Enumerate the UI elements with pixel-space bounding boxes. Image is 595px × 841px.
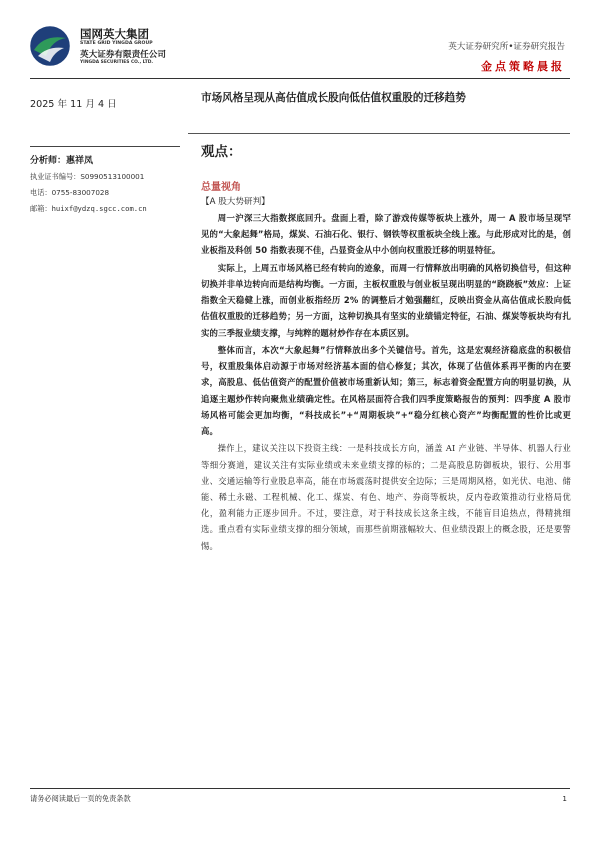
footer-divider — [30, 788, 570, 789]
logo-group-name-en: STATE GRID YINGDA GROUP — [80, 41, 153, 46]
paragraph-3: 整体而言，本次“大象起舞”行情释放出多个关键信号。首先，这是宏观经济稳底盘的积极信号，权重股集体启动源于市场对经济基本面的信心修复；其次，体现了估值体系再平衡的内在要求，高股息、低估值资产的配置价值被市场重新认知；第三，标志着资金配置方向的明显切换，从追逐主题炒作转向聚焦业绩确定性。在风格层面符合我们四季度策略报告的预判：四季度 A 股市场风格可能会更加均衡，“科技成长”+“周期板块”+“稳分红核心资产”均衡配置的性价比或更高。 — [201, 345, 571, 437]
analyst-info — [30, 146, 180, 214]
report-title: 市场风格呈现从高估值成长股向低估值权重股的迁移趋势 — [201, 92, 466, 104]
analyst-name: 分析师：惠祥凤 — [30, 156, 94, 166]
paragraph-2: 实际上，上周五市场风格已经有转向的迹象，而周一行情释放出明确的风格切换信号，但这种切换并非单边转向而是结构均衡。一方面，主板权重股与创业板呈现出明显的“跷跷板”效应：上证指数全天稳健上涨，而创业板指经历 2% 的调整后才勉强翻红，反映出资金从高估值成长股向低估值权重股的迁移趋势；另一方面，这种切换具有坚实的业绩锚定特征，石油、煤炭等板块均有扎实的三季报业绩支撑，与纯粹的题材炒作存在本质区别。 — [201, 262, 571, 338]
header-divider — [30, 78, 570, 79]
view-heading: 观点： — [201, 144, 242, 160]
company-logo — [30, 24, 190, 70]
footer-disclaimer: 请务必阅读最后一页的免责条款 — [30, 794, 131, 803]
page-number: 1 — [562, 794, 567, 803]
section-heading: 总量视角 — [201, 182, 241, 193]
paragraph-1: 周一沪深三大指数探底回升。盘面上看，除了游戏传媒等板块上涨外，周一 A 股市场呈现罕见的“大象起舞”格局，煤炭、石油石化、银行、钢铁等权重板块全线上涨。与此形成对比的是，创业板指及科创 50 指数表现不佳，凸显资金从中小创向权重股迁移的明显特征。 — [201, 213, 571, 256]
sub-heading: 【A 股大势研判】 — [201, 197, 270, 207]
title-divider — [188, 133, 570, 134]
paragraph-4: 操作上，建议关注以下投资主线：一是科技成长方向，涵盖 AI 产业链、半导体、机器人行业等细分赛道，建议关注有实际业绩或未来业绩支撑的标的；二是高股息防御板块，银行、公用事业、交通运输等行业股息率高，能在市场震荡时提供安全边际；三是周期风格，如光伏、电池、储能、稀土永磁、工程机械、化工、煤炭、有色、地产、券商等板块，反内卷政策推动行业格局优化，盈利能力正逐步回升。不过，要注意，对于科技成长这条主线，不能盲目追热点，得精挑细选。重点看有实际业绩支撑的细分领域，而那些前期涨幅较大、但业绩没跟上的概念股，还是要警惕。 — [201, 443, 571, 551]
analyst-divider — [30, 146, 180, 147]
logo-company-name: 英大证券有限责任公司 — [80, 50, 166, 60]
analyst-license: 执业证书编号：S0990513100001 — [30, 172, 145, 181]
institute-label: 英大证券研究所•证券研究报告 — [448, 42, 565, 52]
analyst-email[interactable]: 邮箱：huixf@ydzq.sgcc.com.cn — [30, 204, 147, 213]
logo-group-name: 国网英大集团 — [80, 27, 149, 41]
analyst-phone: 电话：0755-83007028 — [30, 188, 110, 197]
report-body — [201, 210, 571, 555]
logo-company-name-en: YINGDA SECURITIES CO., LTD. — [80, 60, 154, 65]
report-series-title: 金点策略晨报 — [481, 60, 565, 73]
report-date: 2025 年 11 月 4 日 — [30, 99, 117, 110]
state-grid-logo-icon — [30, 26, 70, 66]
